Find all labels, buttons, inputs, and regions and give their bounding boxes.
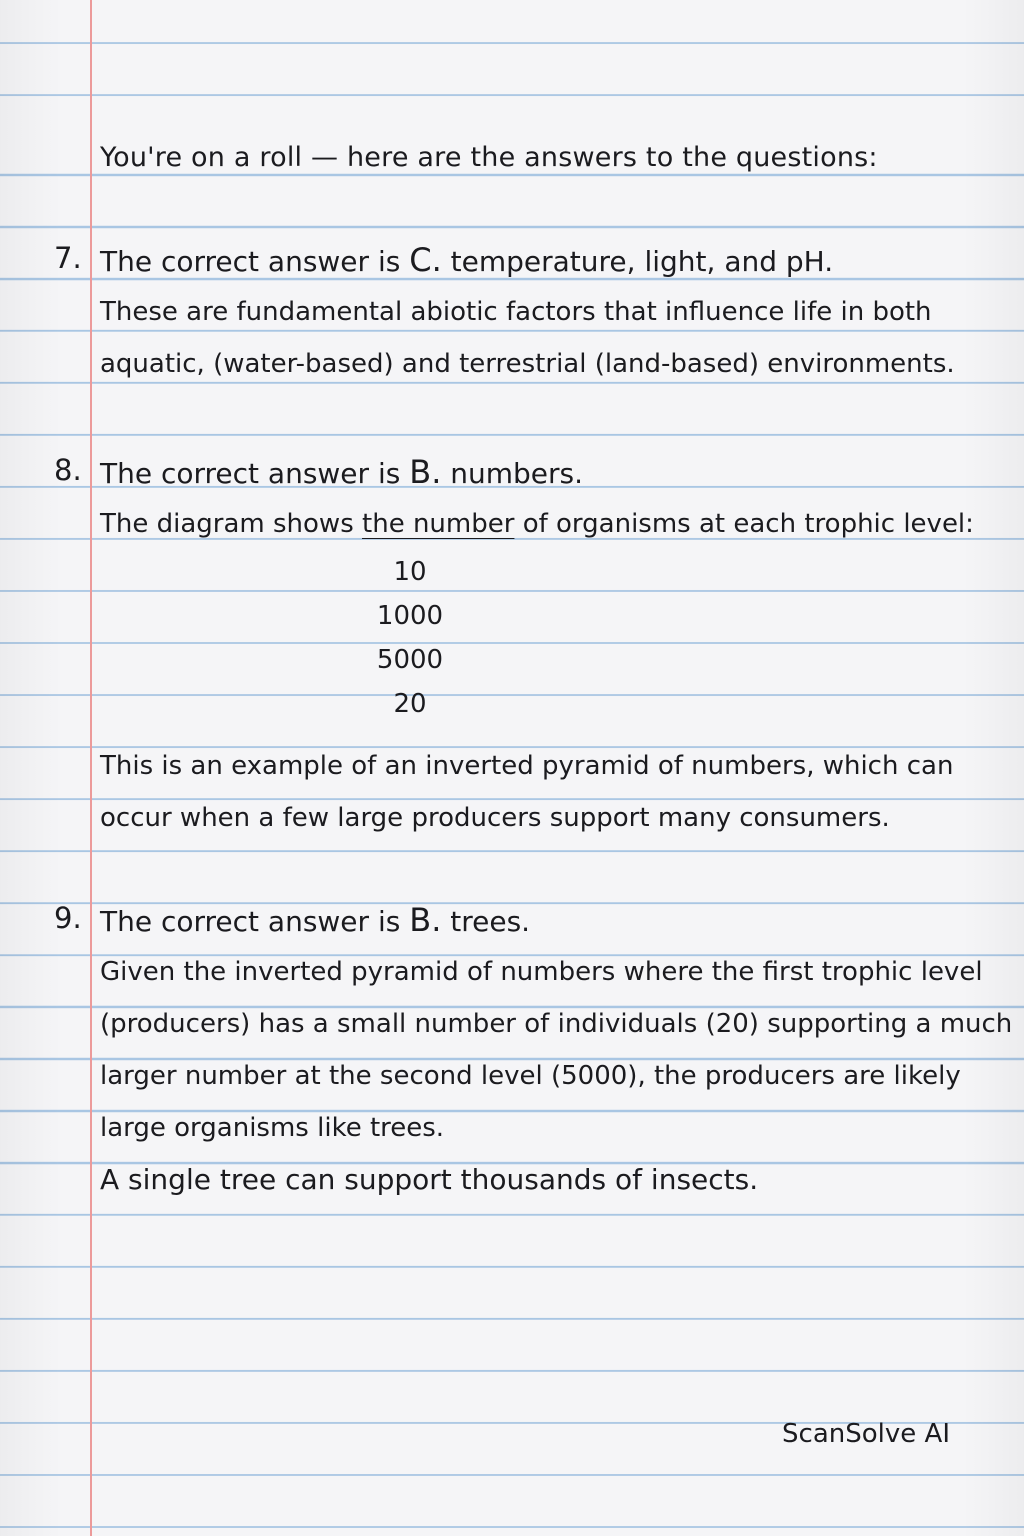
margin-line [90,0,92,1536]
question-9-answer: trees. [450,905,531,938]
question-7-answer-line [100,234,1000,286]
question-8-answer-line [100,446,1000,498]
question-8-answer: numbers. [450,457,584,490]
question-7-answer: temperature, light, and pH. [450,245,834,278]
question-8-diagram-line [100,498,1000,550]
question-8-number: 8. [54,453,82,487]
trophic-level-value: 5000 [376,645,444,675]
question-7-block [100,234,1000,390]
question-9-letter: B. [409,901,442,939]
question-7-prefix: The correct answer is [100,245,401,278]
question-8-block [100,446,1000,550]
question-9-line-3: larger number at the second level (5000), the producers are likely [100,1061,961,1091]
question-7-line-2: aquatic, (water-based) and terrestrial (land-based) environments. [100,349,955,379]
question-8-prefix: The correct answer is [100,457,401,490]
question-9-prefix: The correct answer is [100,905,401,938]
question-8-line-2: occur when a few large producers support many consumers. [100,803,890,833]
question-8-letter: B. [409,453,442,491]
question-7-number: 7. [54,241,82,275]
question-9-number: 9. [54,901,82,935]
question-9-answer-line [100,894,1000,946]
question-8-diagram-text-b: of organisms at each trophic level: [522,509,974,539]
intro-text: You're on a roll — here are the answers to the questions: [100,142,878,173]
question-7-line-1: These are fundamental abiotic factors that influence life in both [100,297,932,327]
question-9-block [100,894,1013,1206]
trophic-level-value: 20 [393,689,427,719]
signature: ScanSolve AI [782,1419,950,1449]
question-8-line-1: This is an example of an inverted pyramid of numbers, which can [100,751,954,781]
question-7-letter: C. [409,241,442,279]
trophic-level-value: 10 [393,557,427,587]
question-9-line-2: (producers) has a small number of individuals (20) supporting a much [100,1009,1013,1039]
trophic-level-numbers [360,550,460,726]
question-9-last-line: A single tree can support thousands of insects. [100,1163,759,1196]
question-9-line-1: Given the inverted pyramid of numbers where the first trophic level [100,957,983,987]
question-8-diagram-text-a: The diagram shows [100,509,354,539]
question-8-diagram-underlined: the number [362,509,515,539]
trophic-level-value: 1000 [376,601,444,631]
question-8-explanation [100,740,1000,844]
question-9-line-4: large organisms like trees. [100,1113,445,1143]
